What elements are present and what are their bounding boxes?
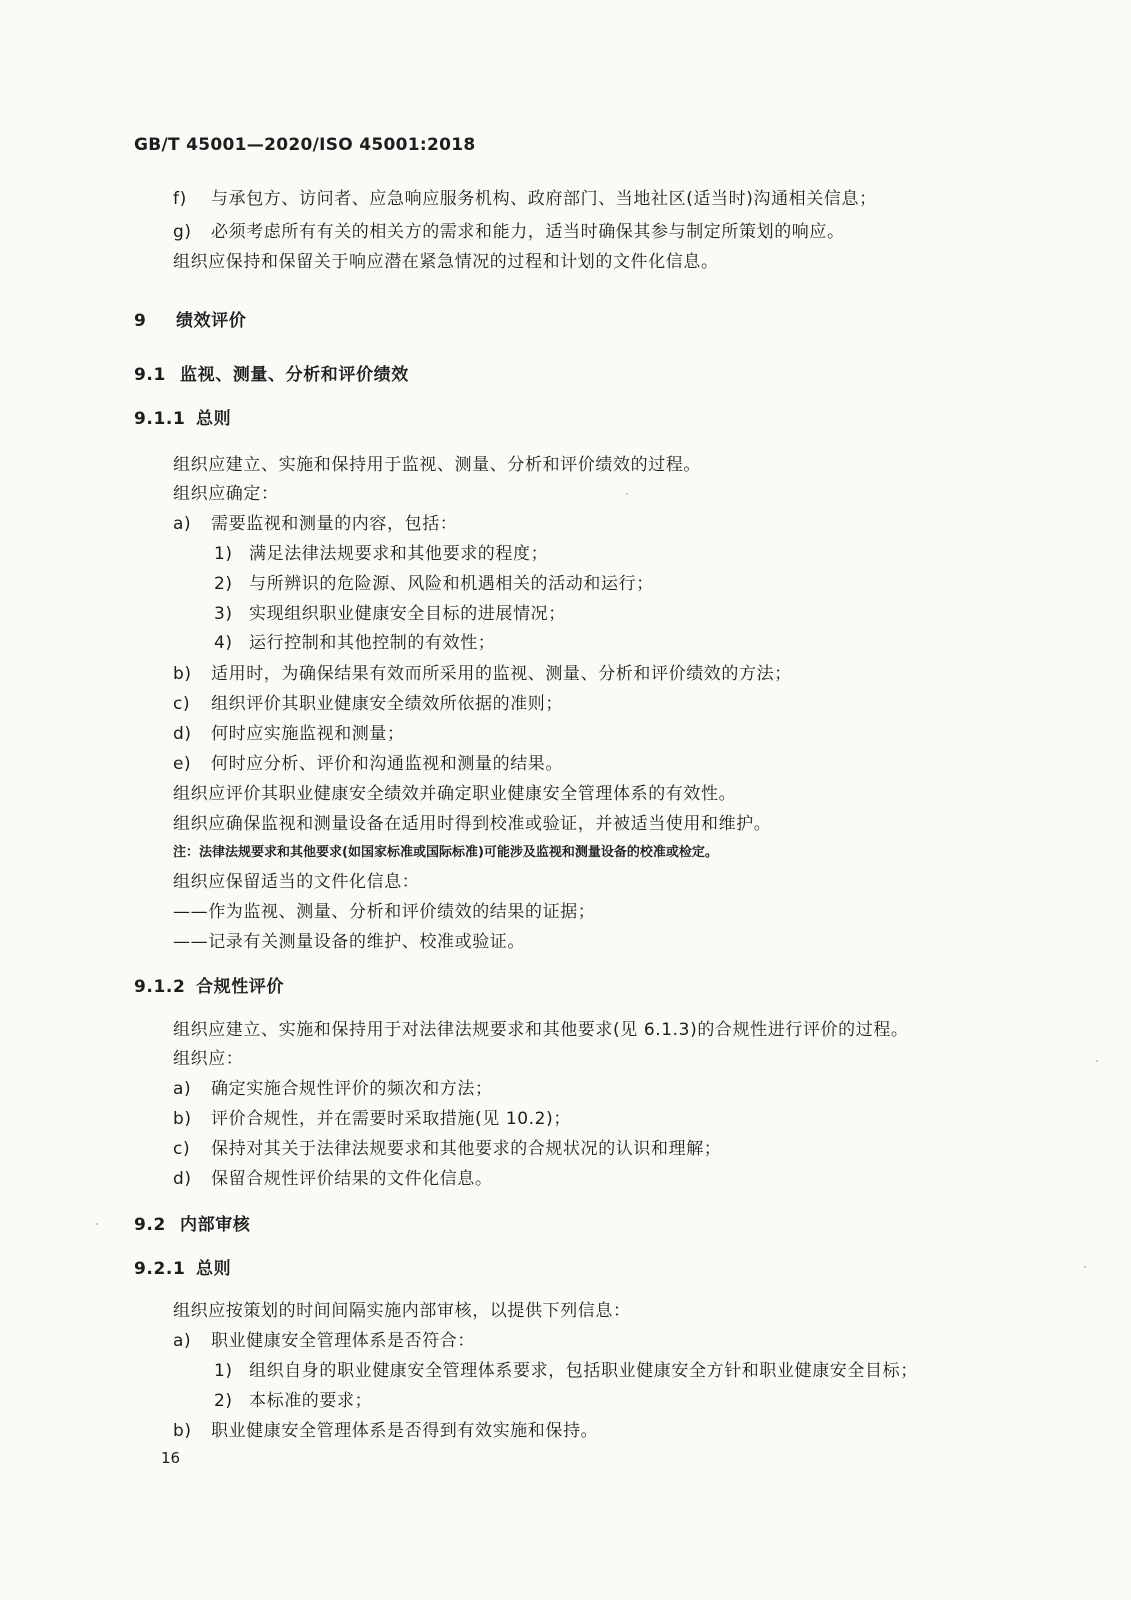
dash-item: ——作为监视、测量、分析和评价绩效的结果的证据； [173,902,596,922]
list-text: 组织评价其职业健康安全绩效所依据的准则； [211,694,563,714]
list-text: 何时应分析、评价和沟通监视和测量的结果。 [211,754,563,774]
section-heading-9-1-2 [134,977,284,997]
section-title: 总则 [196,1259,232,1279]
section-heading-9-2-1 [134,1259,231,1279]
sub-list-item [214,544,548,564]
list-marker: b) [173,1109,192,1129]
section-title: 绩效评价 [176,311,247,331]
list-text: 与承包方、访问者、应急响应服务机构、政府部门、当地社区(适当时)沟通相关信息； [211,189,877,209]
section-number: 9.2.1 [134,1259,186,1279]
list-marker: d) [173,1169,192,1189]
section-title: 合规性评价 [196,977,284,997]
section-heading-9-2 [134,1215,250,1235]
list-text: 评价合规性，并在需要时采取措施(见 10.2)； [211,1109,571,1129]
list-text: 组织自身的职业健康安全管理体系要求，包括职业健康安全方针和职业健康安全目标； [249,1361,918,1381]
list-marker: b) [173,664,192,684]
list-text: 确定实施合规性评价的频次和方法； [211,1079,493,1099]
list-marker: c) [173,1139,191,1159]
sub-list-item [214,1361,918,1381]
list-text: 运行控制和其他控制的有效性； [249,633,496,653]
paragraph: 组织应： [173,1049,244,1069]
sub-list-item [214,574,654,594]
section-heading-9-1 [134,365,409,385]
list-item [173,1079,493,1099]
list-item [173,1139,721,1159]
list-text: 何时应实施监视和测量； [211,724,405,744]
list-item [173,694,563,714]
list-item [173,1109,571,1129]
scan-speck [1096,1060,1098,1062]
list-item [173,1421,598,1441]
list-item [173,189,877,209]
paragraph: 组织应保留适当的文件化信息： [173,872,420,892]
section-heading-9-1-1 [134,409,231,429]
list-text: 实现组织职业健康安全目标的进展情况； [249,604,566,624]
list-marker: g) [173,222,192,242]
section-number: 9.1.2 [134,977,186,997]
list-item [173,664,792,684]
paragraph: 组织应确定： [173,484,279,504]
list-text: 与所辨识的危险源、风险和机遇相关的活动和运行； [249,574,654,594]
list-item [173,1331,475,1351]
list-marker: a) [173,514,192,534]
list-marker: d) [173,724,192,744]
section-number: 9.2 [134,1215,166,1235]
list-item [173,514,457,534]
list-marker: 2) [214,574,233,594]
sub-list-item [214,604,566,624]
list-marker: 1) [214,1361,233,1381]
section-title: 总则 [196,409,232,429]
list-marker: a) [173,1079,192,1099]
section-title: 监视、测量、分析和评价绩效 [180,365,409,385]
list-text: 满足法律法规要求和其他要求的程度； [249,544,549,564]
list-marker: 3) [214,604,233,624]
list-text: 适用时，为确保结果有效而所采用的监视、测量、分析和评价绩效的方法； [211,664,792,684]
scan-speck [626,493,628,495]
document-header: GB/T 45001—2020/ISO 45001:2018 [134,135,476,155]
paragraph: 组织应按策划的时间间隔实施内部审核，以提供下列信息： [173,1301,631,1321]
list-item [173,754,563,774]
list-marker: 1) [214,544,233,564]
list-marker: 2) [214,1391,233,1411]
list-text: 职业健康安全管理体系是否符合： [211,1331,475,1351]
list-marker: a) [173,1331,192,1351]
page-number: 16 [161,1449,181,1467]
sub-list-item [214,1391,372,1411]
paragraph: 组织应确保监视和测量设备在适用时得到校准或验证，并被适当使用和维护。 [173,814,772,834]
section-number: 9.1 [134,365,166,385]
list-item [173,724,405,744]
paragraph: 组织应建立、实施和保持用于对法律法规要求和其他要求(见 6.1.3)的合规性进行评价的过程。 [173,1020,909,1040]
section-number: 9.1.1 [134,409,186,429]
note: 注：法律法规要求和其他要求(如国家标准或国际标准)可能涉及监视和测量设备的校准或检定。 [173,845,718,860]
scan-speck [1084,1266,1086,1268]
list-item [173,222,845,242]
list-marker: b) [173,1421,192,1441]
section-heading-9 [134,311,246,331]
dash-item: ——记录有关测量设备的维护、校准或验证。 [173,932,525,952]
paragraph: 组织应评价其职业健康安全绩效并确定职业健康安全管理体系的有效性。 [173,784,737,804]
list-item [173,1169,493,1189]
section-title: 内部审核 [180,1215,251,1235]
list-text: 必须考虑所有有关的相关方的需求和能力，适当时确保其参与制定所策划的响应。 [211,222,845,242]
list-text: 职业健康安全管理体系是否得到有效实施和保持。 [211,1421,599,1441]
paragraph: 组织应保持和保留关于响应潜在紧急情况的过程和计划的文件化信息。 [173,252,719,272]
list-marker: f) [173,189,187,209]
scan-speck [96,1223,98,1225]
list-text: 本标准的要求； [249,1391,373,1411]
list-text: 保持对其关于法律法规要求和其他要求的合规状况的认识和理解； [211,1139,722,1159]
list-text: 需要监视和测量的内容，包括： [211,514,458,534]
section-number: 9 [134,311,147,331]
list-text: 保留合规性评价结果的文件化信息。 [211,1169,493,1189]
paragraph: 组织应建立、实施和保持用于监视、测量、分析和评价绩效的过程。 [173,455,701,475]
list-marker: 4) [214,633,233,653]
list-marker: c) [173,694,191,714]
list-marker: e) [173,754,192,774]
sub-list-item [214,633,495,653]
